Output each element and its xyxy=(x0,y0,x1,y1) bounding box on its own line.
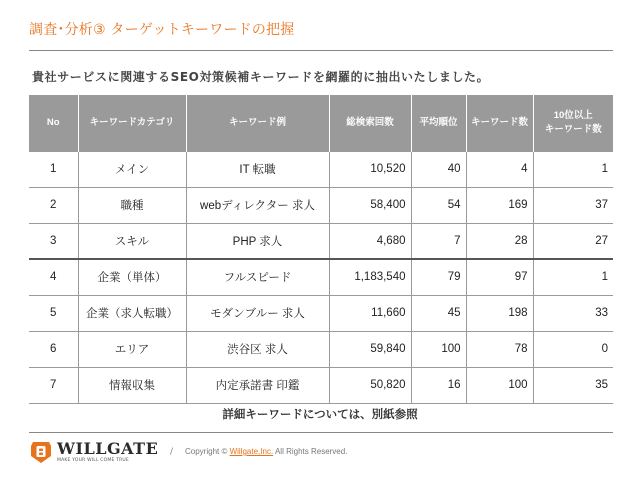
keyword-table xyxy=(29,95,613,404)
cell-keyword-count: 78 xyxy=(466,331,533,367)
shield-logo-icon xyxy=(30,440,52,464)
cell-category: 企業（求人転職） xyxy=(78,295,186,331)
cell-total-searches: 59,840 xyxy=(329,331,411,367)
cell-example: モダンブルー 求人 xyxy=(186,295,329,331)
page-title: 調査･分析③ ターゲットキーワードの把握 xyxy=(29,22,295,38)
column-header-total-searches: 総検索回数 xyxy=(329,95,411,151)
reference-note: 詳細キーワードについては、別紙参照 xyxy=(222,407,418,421)
table-row xyxy=(29,259,613,295)
cell-total-searches: 1,183,540 xyxy=(329,259,411,295)
cell-average-rank: 16 xyxy=(411,367,466,403)
cell-top10-count: 27 xyxy=(533,223,613,259)
copyright-prefix: Copyright © xyxy=(185,447,228,456)
willgate-logo xyxy=(30,439,160,465)
cell-category: メイン xyxy=(78,151,186,187)
table-row xyxy=(29,367,613,403)
table-row xyxy=(29,223,613,259)
cell-top10-count: 0 xyxy=(533,331,613,367)
column-header-average-rank: 平均順位 xyxy=(411,95,466,151)
copyright-text xyxy=(185,447,347,456)
cell-average-rank: 40 xyxy=(411,151,466,187)
cell-total-searches: 10,520 xyxy=(329,151,411,187)
cell-category: 情報収集 xyxy=(78,367,186,403)
cell-total-searches: 50,820 xyxy=(329,367,411,403)
cell-keyword-count: 28 xyxy=(466,223,533,259)
cell-category: 職種 xyxy=(78,187,186,223)
cell-example: 内定承諾書 印鑑 xyxy=(186,367,329,403)
table-row xyxy=(29,295,613,331)
logo-tagline: MAKE YOUR WILL COME TRUE xyxy=(57,458,129,463)
cell-top10-count: 35 xyxy=(533,367,613,403)
table-row xyxy=(29,187,613,223)
title-divider xyxy=(29,50,613,51)
cell-example: webディレクター 求人 xyxy=(186,187,329,223)
cell-top10-count: 1 xyxy=(533,151,613,187)
cell-average-rank: 54 xyxy=(411,187,466,223)
cell-no: 2 xyxy=(29,187,78,223)
cell-keyword-count: 198 xyxy=(466,295,533,331)
cell-keyword-count: 100 xyxy=(466,367,533,403)
cell-category: スキル xyxy=(78,223,186,259)
cell-total-searches: 4,680 xyxy=(329,223,411,259)
table-row xyxy=(29,151,613,187)
cell-total-searches: 11,660 xyxy=(329,295,411,331)
table-header-row xyxy=(29,95,613,151)
cell-average-rank: 45 xyxy=(411,295,466,331)
cell-top10-count: 1 xyxy=(533,259,613,295)
cell-example: フルスピード xyxy=(186,259,329,295)
cell-no: 4 xyxy=(29,259,78,295)
cell-keyword-count: 4 xyxy=(466,151,533,187)
cell-example: IT 転職 xyxy=(186,151,329,187)
footer-separator: / xyxy=(170,447,174,457)
cell-keyword-count: 97 xyxy=(466,259,533,295)
table-row xyxy=(29,331,613,367)
cell-top10-count: 33 xyxy=(533,295,613,331)
cell-average-rank: 79 xyxy=(411,259,466,295)
cell-category: 企業（単体） xyxy=(78,259,186,295)
cell-no: 6 xyxy=(29,331,78,367)
cell-top10-count: 37 xyxy=(533,187,613,223)
column-header-example: キーワード例 xyxy=(186,95,329,151)
cell-no: 1 xyxy=(29,151,78,187)
column-header-no: No xyxy=(29,95,78,151)
cell-example: 渋谷区 求人 xyxy=(186,331,329,367)
company-link[interactable]: Willgate,Inc. xyxy=(229,447,274,456)
cell-example: PHP 求人 xyxy=(186,223,329,259)
cell-total-searches: 58,400 xyxy=(329,187,411,223)
cell-no: 5 xyxy=(29,295,78,331)
logo-wordmark: WILLGATE xyxy=(57,439,159,458)
column-header-top10-count: 10位以上 キーワード数 xyxy=(533,95,613,151)
copyright-suffix: All Rights Reserved. xyxy=(274,447,348,456)
cell-average-rank: 100 xyxy=(411,331,466,367)
footer-divider xyxy=(29,432,613,433)
column-header-category: キーワードカテゴリ xyxy=(78,95,186,151)
cell-average-rank: 7 xyxy=(411,223,466,259)
cell-category: エリア xyxy=(78,331,186,367)
cell-no: 3 xyxy=(29,223,78,259)
cell-no: 7 xyxy=(29,367,78,403)
column-header-keyword-count: キーワード数 xyxy=(466,95,533,151)
cell-keyword-count: 169 xyxy=(466,187,533,223)
page-subtitle: 貴社サービスに関連するSEO対策候補キーワードを網羅的に抽出いたしました。 xyxy=(32,70,490,84)
